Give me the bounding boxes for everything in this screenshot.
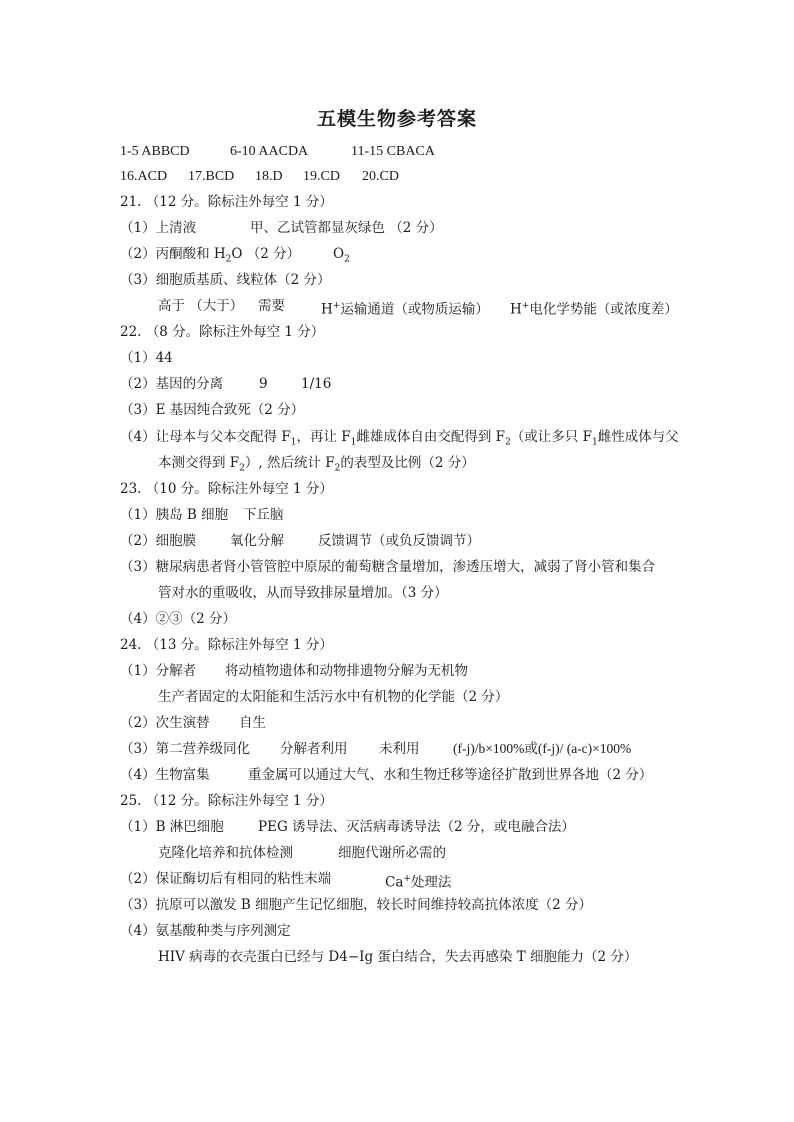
- answer-text: Ca+处理法: [385, 874, 452, 891]
- answer-text: $O_2$: [333, 246, 350, 265]
- answer-text: 氧化分解: [230, 533, 284, 549]
- answer-text: 下丘脑: [243, 507, 284, 523]
- answer-text: H+运输通道（或物质运输）: [321, 301, 489, 318]
- answer-text: （1）分解者: [120, 663, 197, 679]
- answer-text: 甲、乙试管都显灰绿色 （2 分）: [250, 220, 443, 236]
- q21-answer-3: （3）细胞质基质、线粒体（2 分）: [120, 272, 331, 288]
- q25-answer-3: （3）抗原可以激发 B 细胞产生记忆细胞，较长时间维持较高抗体浓度（2 分）: [120, 897, 592, 913]
- q22-answer-4: （4）让母本与父本交配得 $F_1$，再让 $F_1$雌雄成体自由交配得到 $F_2$（或让多只 $F_1$雌性成体与父: [120, 429, 679, 448]
- mc-answer: 20.CD: [362, 169, 399, 184]
- answer-text: （1）上清液: [120, 220, 197, 236]
- answer-text: 分解者利用: [280, 741, 348, 757]
- q22-answer-1: （1）44: [120, 350, 173, 366]
- mc-answer: 6-10 AACDA: [230, 144, 309, 159]
- answer-text: （2）细胞膜: [120, 533, 197, 549]
- q22-answer-3: （3）E 基因纯合致死（2 分）: [120, 402, 305, 418]
- q23-heading: 23. （10 分。除标注外每空 1 分）: [120, 481, 333, 497]
- q23-answer-4: （4）②③（2 分）: [120, 611, 236, 627]
- answer-text: （2）丙酮酸和 $H_2O$ （2 分）: [120, 246, 301, 265]
- mc-answer: 11-15 CBACA: [351, 144, 435, 159]
- page-title: 五模生物参考答案: [316, 108, 477, 130]
- q22-heading: 22. （8 分。除标注外每空 1 分）: [120, 324, 325, 340]
- answer-text: （4）生物富集: [120, 767, 210, 783]
- answer-text: 重金属可以通过大气、水和生物迁移等途径扩散到世界各地（2 分）: [248, 767, 653, 783]
- answer-text: 高于 （大于）: [158, 298, 244, 314]
- answer-text: （2）次生演替: [120, 715, 210, 731]
- answer-text: 9: [259, 376, 268, 392]
- q25-answer-4: （4）氨基酸种类与序列测定: [120, 923, 291, 939]
- answer-text: 细胞代谢所必需的: [338, 845, 446, 861]
- answer-text: 1/16: [301, 376, 332, 392]
- mc-answer: 19.CD: [303, 169, 340, 184]
- q21-heading: 21. （12 分。除标注外每空 1 分）: [120, 194, 333, 210]
- answer-text: （1）B 淋巴细胞: [120, 819, 224, 835]
- answer-text: （3）第二营养级同化: [120, 741, 251, 757]
- answer-text: （1）胰岛 B 细胞: [120, 507, 229, 523]
- mc-answer: 1-5 ABBCD: [120, 144, 190, 159]
- q25-answer-4-cont: HIV 病毒的衣壳蛋白已经与 D4−Ig 蛋白结合，失去再感染 T 细胞能力（2 分）: [158, 949, 638, 965]
- answer-text: H+电化学势能（或浓度差）: [510, 301, 678, 318]
- mc-answer: 18.D: [255, 169, 283, 184]
- answer-text: 自生: [239, 715, 266, 731]
- answer-text: 克隆化培养和抗体检测: [158, 845, 293, 861]
- q23-answer-3: （3）糖尿病患者肾小管管腔中原尿的葡萄糖含量增加，渗透压增大，减弱了肾小管和集合: [120, 559, 656, 575]
- answer-text: 未利用: [379, 741, 420, 757]
- q24-heading: 24. （13 分。除标注外每空 1 分）: [120, 637, 333, 653]
- q24-answer-1-cont: 生产者固定的太阳能和生活污水中有机物的化学能（2 分）: [158, 689, 509, 705]
- mc-answer: 17.BCD: [188, 169, 235, 184]
- answer-text: (f-j)/b×100%或(f-j)/ (a-c)×100%: [453, 741, 632, 756]
- q25-heading: 25. （12 分。除标注外每空 1 分）: [120, 793, 333, 809]
- answer-text: 将动植物遗体和动物排遗物分解为无机物: [225, 663, 468, 679]
- q23-answer-3-cont: 管对水的重吸收，从而导致排尿量增加。（3 分）: [158, 585, 448, 601]
- answer-text: （2）基因的分离: [120, 376, 224, 392]
- answer-text: 反馈调节（或负反馈调节）: [318, 533, 480, 549]
- answer-text: PEG 诱导法、灭活病毒诱导法（2 分，或电融合法）: [258, 819, 575, 835]
- answer-text: （2）保证酶切后有相同的粘性末端: [120, 871, 332, 887]
- q22-answer-4-cont: 本测交得到 $F_2$）, 然后统计 $F_2$的表型及比例（2 分）: [158, 455, 475, 474]
- answer-text: 需要: [258, 298, 285, 314]
- mc-answer: 16.ACD: [120, 169, 168, 184]
